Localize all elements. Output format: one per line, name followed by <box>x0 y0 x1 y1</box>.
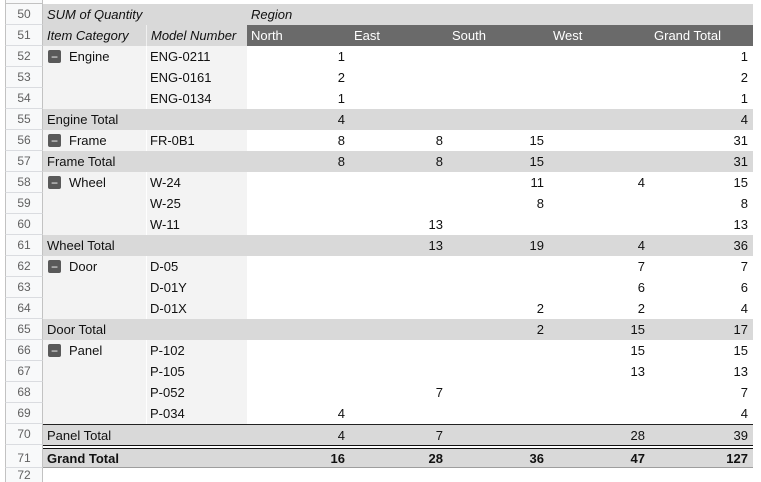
total-value-cell[interactable]: 31 <box>650 151 753 172</box>
value-cell[interactable] <box>350 67 448 88</box>
model-cell[interactable]: W-11 <box>147 214 247 235</box>
model-number-header-cell[interactable]: Model Number <box>147 25 247 46</box>
category-label: Door <box>69 259 98 274</box>
sheet-row <box>5 46 753 67</box>
sheet-row <box>5 67 753 88</box>
row-header[interactable]: 56 <box>5 130 43 151</box>
total-label-cell[interactable]: Wheel Total <box>43 235 247 256</box>
total-value-cell[interactable] <box>247 319 350 340</box>
value-cell[interactable] <box>448 214 549 235</box>
value-cell[interactable] <box>350 277 448 298</box>
value-cell[interactable] <box>247 256 350 277</box>
value-cell[interactable] <box>350 361 448 382</box>
total-value-cell[interactable]: 17 <box>650 319 753 340</box>
value-cell[interactable]: 1 <box>650 46 753 67</box>
collapse-icon[interactable]: − <box>48 134 61 147</box>
value-cell[interactable] <box>247 298 350 319</box>
total-value-cell[interactable]: 8 <box>247 151 350 172</box>
value-cell[interactable] <box>247 172 350 193</box>
category-cell[interactable] <box>43 298 147 319</box>
sheet-row <box>5 319 753 340</box>
row-header[interactable]: 59 <box>5 193 43 214</box>
row-header[interactable]: 65 <box>5 319 43 340</box>
row-header[interactable]: 61 <box>5 235 43 256</box>
category-cell[interactable] <box>43 172 147 193</box>
row-header[interactable]: 69 <box>5 403 43 424</box>
value-cell[interactable] <box>247 193 350 214</box>
value-cell[interactable]: 15 <box>650 340 753 361</box>
value-cell[interactable]: 8 <box>650 193 753 214</box>
total-value-cell[interactable]: 15 <box>549 319 650 340</box>
region-column-header[interactable]: South <box>448 25 549 46</box>
region-column-header[interactable]: West <box>549 25 650 46</box>
value-cell[interactable] <box>350 298 448 319</box>
value-cell[interactable]: 4 <box>247 403 350 424</box>
value-cell[interactable]: 1 <box>247 46 350 67</box>
sheet-row <box>5 361 753 382</box>
total-value-cell[interactable]: 47 <box>549 449 650 468</box>
total-value-cell[interactable]: 4 <box>247 424 350 445</box>
sheet-row <box>5 193 753 214</box>
row-header[interactable]: 70 <box>5 424 43 445</box>
row-header[interactable]: 53 <box>5 67 43 88</box>
value-cell[interactable] <box>350 46 448 67</box>
total-value-cell[interactable] <box>448 109 549 130</box>
value-cell[interactable] <box>549 67 650 88</box>
value-cell[interactable] <box>448 382 549 403</box>
total-value-cell[interactable]: 15 <box>448 151 549 172</box>
collapse-icon[interactable]: − <box>48 176 61 189</box>
total-value-cell[interactable]: 2 <box>448 319 549 340</box>
value-cell[interactable]: 8 <box>350 130 448 151</box>
value-cell[interactable]: 15 <box>650 172 753 193</box>
value-cell[interactable] <box>549 403 650 424</box>
value-cell[interactable] <box>247 361 350 382</box>
category-cell[interactable] <box>43 46 147 67</box>
total-label-cell[interactable]: Engine Total <box>43 109 247 130</box>
pivot-title-cell[interactable]: SUM of Quantity <box>43 4 247 25</box>
value-cell[interactable]: 2 <box>549 298 650 319</box>
value-cell[interactable] <box>350 88 448 109</box>
value-cell[interactable]: 4 <box>650 403 753 424</box>
region-column-header[interactable]: North <box>247 25 350 46</box>
sheet-row <box>5 130 753 151</box>
value-cell[interactable]: 4 <box>650 298 753 319</box>
row-header[interactable]: 55 <box>5 109 43 130</box>
value-cell[interactable]: 31 <box>650 130 753 151</box>
category-cell[interactable] <box>43 403 147 424</box>
total-value-cell[interactable] <box>350 319 448 340</box>
value-cell[interactable] <box>247 382 350 403</box>
sheet-row <box>5 109 753 130</box>
category-cell[interactable] <box>43 382 147 403</box>
value-cell[interactable] <box>549 88 650 109</box>
total-value-cell[interactable]: 4 <box>549 235 650 256</box>
value-cell[interactable] <box>448 67 549 88</box>
total-value-cell[interactable] <box>549 109 650 130</box>
row-header[interactable]: 52 <box>5 46 43 67</box>
value-cell[interactable] <box>448 88 549 109</box>
value-cell[interactable]: 15 <box>448 130 549 151</box>
value-cell[interactable]: 6 <box>650 277 753 298</box>
row-header[interactable]: 67 <box>5 361 43 382</box>
value-cell[interactable] <box>350 403 448 424</box>
value-cell[interactable] <box>350 256 448 277</box>
total-value-cell[interactable]: 39 <box>650 424 753 445</box>
value-cell[interactable]: 7 <box>350 382 448 403</box>
sheet-row <box>5 382 753 403</box>
sheet-row <box>5 403 753 424</box>
value-cell[interactable]: 13 <box>650 361 753 382</box>
category-label: Engine <box>69 49 110 64</box>
row-header[interactable]: 57 <box>5 151 43 172</box>
row-header[interactable]: 50 <box>5 4 43 25</box>
value-cell[interactable] <box>448 340 549 361</box>
empty-cell[interactable] <box>43 468 753 482</box>
value-cell[interactable] <box>247 214 350 235</box>
value-cell[interactable] <box>448 46 549 67</box>
row-header[interactable]: 54 <box>5 88 43 109</box>
model-cell[interactable]: W-25 <box>147 193 247 214</box>
region-column-header[interactable]: East <box>350 25 448 46</box>
value-cell[interactable] <box>549 214 650 235</box>
model-cell[interactable]: D-05 <box>147 256 247 277</box>
category-cell[interactable] <box>43 214 147 235</box>
model-cell[interactable]: ENG-0161 <box>147 67 247 88</box>
category-cell[interactable] <box>43 340 147 361</box>
value-cell[interactable] <box>448 277 549 298</box>
value-cell[interactable] <box>448 361 549 382</box>
row-header[interactable]: 62 <box>5 256 43 277</box>
value-cell[interactable]: 11 <box>448 172 549 193</box>
sheet-row <box>5 214 753 235</box>
sheet-row <box>5 235 753 256</box>
sheet-row <box>5 172 753 193</box>
total-label-cell[interactable]: Grand Total <box>43 449 247 468</box>
value-cell[interactable] <box>448 256 549 277</box>
row-header[interactable]: 51 <box>5 25 43 46</box>
model-cell[interactable]: P-102 <box>147 340 247 361</box>
model-cell[interactable]: FR-0B1 <box>147 130 247 151</box>
sheet-row <box>5 25 753 46</box>
value-cell[interactable] <box>549 193 650 214</box>
model-cell[interactable]: W-24 <box>147 172 247 193</box>
category-cell[interactable] <box>43 67 147 88</box>
model-cell[interactable]: P-052 <box>147 382 247 403</box>
value-cell[interactable] <box>350 193 448 214</box>
value-cell[interactable] <box>247 340 350 361</box>
category-cell[interactable] <box>43 256 147 277</box>
collapse-icon[interactable]: − <box>48 50 61 63</box>
row-header[interactable]: 64 <box>5 298 43 319</box>
value-cell[interactable]: 1 <box>650 88 753 109</box>
value-cell[interactable] <box>350 340 448 361</box>
value-cell[interactable]: 2 <box>650 67 753 88</box>
value-cell[interactable]: 1 <box>247 88 350 109</box>
value-cell[interactable] <box>350 172 448 193</box>
category-cell[interactable] <box>43 277 147 298</box>
model-cell[interactable]: ENG-0211 <box>147 46 247 67</box>
row-header[interactable]: 66 <box>5 340 43 361</box>
value-cell[interactable]: 4 <box>549 172 650 193</box>
total-value-cell[interactable] <box>448 424 549 445</box>
total-value-cell[interactable]: 16 <box>247 449 350 468</box>
model-cell[interactable]: P-034 <box>147 403 247 424</box>
model-cell[interactable]: ENG-0134 <box>147 88 247 109</box>
total-value-cell[interactable]: 28 <box>549 424 650 445</box>
total-value-cell[interactable] <box>247 235 350 256</box>
row-header[interactable]: 71 <box>5 449 43 468</box>
total-value-cell[interactable]: 28 <box>350 449 448 468</box>
value-cell[interactable] <box>549 46 650 67</box>
category-label: Panel <box>69 343 103 358</box>
total-value-cell[interactable]: 127 <box>650 449 753 468</box>
value-cell[interactable] <box>247 277 350 298</box>
sheet-row <box>5 298 753 319</box>
total-value-cell[interactable]: 7 <box>350 424 448 445</box>
category-cell[interactable] <box>43 88 147 109</box>
model-cell[interactable]: D-01Y <box>147 277 247 298</box>
value-cell[interactable]: 7 <box>650 256 753 277</box>
sheet-row <box>5 424 753 445</box>
total-label-cell[interactable]: Door Total <box>43 319 247 340</box>
sheet-row <box>5 4 753 25</box>
value-cell[interactable]: 13 <box>650 214 753 235</box>
row-header[interactable]: 63 <box>5 277 43 298</box>
region-column-header[interactable]: Grand Total <box>650 25 753 46</box>
total-value-cell[interactable]: 4 <box>650 109 753 130</box>
region-label-cell[interactable]: Region <box>247 4 753 25</box>
total-value-cell[interactable]: 8 <box>350 151 448 172</box>
value-cell[interactable] <box>549 382 650 403</box>
total-value-cell[interactable]: 36 <box>650 235 753 256</box>
total-label-cell[interactable]: Panel Total <box>43 424 247 445</box>
sheet-row <box>5 88 753 109</box>
value-cell[interactable]: 6 <box>549 277 650 298</box>
category-cell[interactable] <box>43 361 147 382</box>
collapse-icon[interactable]: − <box>48 260 61 273</box>
value-cell[interactable]: 7 <box>549 256 650 277</box>
item-category-header-cell[interactable]: Item Category <box>43 25 147 46</box>
value-cell[interactable]: 8 <box>448 193 549 214</box>
model-cell[interactable]: P-105 <box>147 361 247 382</box>
category-cell[interactable] <box>43 193 147 214</box>
value-cell[interactable]: 15 <box>549 340 650 361</box>
value-cell[interactable]: 13 <box>350 214 448 235</box>
model-cell[interactable]: D-01X <box>147 298 247 319</box>
category-label: Frame <box>69 133 107 148</box>
total-value-cell[interactable]: 13 <box>350 235 448 256</box>
sheet-row <box>5 256 753 277</box>
total-value-cell[interactable] <box>549 151 650 172</box>
total-value-cell[interactable]: 36 <box>448 449 549 468</box>
total-value-cell[interactable]: 19 <box>448 235 549 256</box>
value-cell[interactable]: 2 <box>448 298 549 319</box>
value-cell[interactable]: 2 <box>247 67 350 88</box>
row-header[interactable]: 72 <box>5 468 43 482</box>
total-value-cell[interactable] <box>350 109 448 130</box>
total-value-cell[interactable]: 4 <box>247 109 350 130</box>
value-cell[interactable]: 8 <box>247 130 350 151</box>
row-header[interactable]: 60 <box>5 214 43 235</box>
sheet-row <box>5 340 753 361</box>
sheet-row <box>5 468 753 482</box>
value-cell[interactable] <box>448 403 549 424</box>
category-cell[interactable] <box>43 130 147 151</box>
value-cell[interactable]: 13 <box>549 361 650 382</box>
sheet-grid <box>5 0 753 482</box>
category-label: Wheel <box>69 175 106 190</box>
total-label-cell[interactable]: Frame Total <box>43 151 247 172</box>
value-cell[interactable] <box>549 130 650 151</box>
collapse-icon[interactable]: − <box>48 344 61 357</box>
row-header[interactable]: 68 <box>5 382 43 403</box>
row-header[interactable]: 58 <box>5 172 43 193</box>
sheet-row <box>5 151 753 172</box>
value-cell[interactable]: 7 <box>650 382 753 403</box>
sheet-row <box>5 277 753 298</box>
sheet-row <box>5 449 753 468</box>
